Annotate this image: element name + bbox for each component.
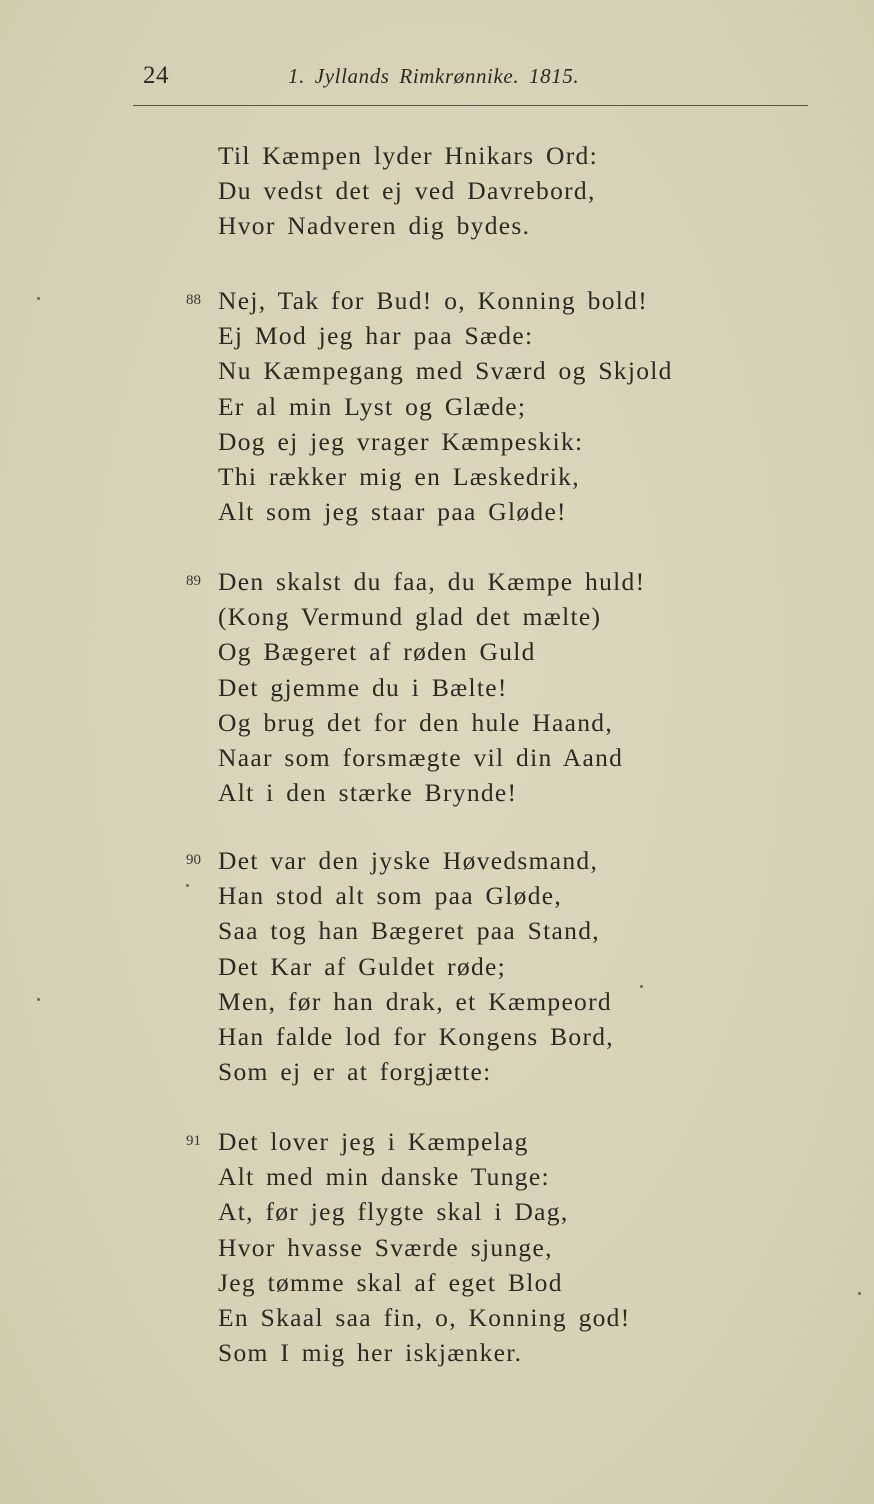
paper-speck — [186, 884, 189, 887]
verse-line: Han falde lod for Kongens Bord, — [218, 1022, 614, 1052]
verse-line: Han stod alt som paa Gløde, — [218, 881, 563, 911]
paper-speck — [37, 998, 40, 1001]
paper-speck — [858, 1292, 861, 1295]
verse-line: Er al min Lyst og Glæde; — [218, 391, 527, 421]
verse-line: Det Kar af Guldet røde; — [218, 951, 507, 981]
verse-line: Som I mig her iskjænker. — [218, 1338, 523, 1368]
verse-line: (Kong Vermund glad det mælte) — [218, 602, 602, 632]
verse-line: Ej Mod jeg har paa Sæde: — [218, 321, 534, 351]
verse-line: Det lover jeg i Kæmpelag — [218, 1127, 529, 1156]
verse-line: Alt som jeg staar paa Gløde! — [218, 497, 567, 527]
stanza-continuation — [218, 138, 598, 244]
verse-line: Du vedst det ej ved Davrebord, — [218, 176, 596, 206]
stanza-number: 88 — [186, 292, 201, 308]
stanza-91 — [186, 1124, 631, 1370]
verse-line: Og Bægeret af røden Guld — [218, 637, 536, 667]
stanza-number: 89 — [186, 573, 201, 589]
stanza-88 — [186, 283, 673, 529]
verse-line: Thi rækker mig en Læskedrik, — [218, 462, 580, 492]
verse-line: At, før jeg flygte skal i Dag, — [218, 1197, 569, 1227]
running-title: 1. Jyllands Rimkrønnike. 1815. — [288, 64, 580, 88]
verse-line: Som ej er at forgjætte: — [218, 1057, 492, 1087]
verse-line: Jeg tømme skal af eget Blod — [218, 1267, 563, 1297]
verse-line: Det var den jyske Høvedsmand, — [218, 846, 599, 875]
verse-line: Nu Kæmpegang med Sværd og Skjold — [218, 356, 673, 386]
verse-line: Nej, Tak for Bud! o, Konning bold! — [218, 286, 648, 315]
paper-speck — [640, 985, 643, 988]
verse-line: Alt i den stærke Brynde! — [218, 778, 518, 808]
verse-line: En Skaal saa fin, o, Konning god! — [218, 1303, 631, 1333]
stanza-89 — [186, 564, 646, 810]
verse-line: Den skalst du faa, du Kæmpe huld! — [218, 567, 646, 596]
verse-line: Dog ej jeg vrager Kæmpeskik: — [218, 426, 584, 456]
verse-line: Saa tog han Bægeret paa Stand, — [218, 916, 600, 946]
verse-line: Hvor hvasse Sværde sjunge, — [218, 1232, 553, 1262]
verse-line: Det gjemme du i Bælte! — [218, 672, 508, 702]
page-number: 24 — [143, 62, 169, 89]
verse-line: Hvor Nadveren dig bydes. — [218, 211, 531, 241]
verse-line: Alt med min danske Tunge: — [218, 1162, 550, 1192]
paper-speck — [37, 297, 40, 300]
verse-line: Til Kæmpen lyder Hnikars Ord: — [218, 141, 598, 170]
running-head — [143, 62, 808, 98]
verse-line: Og brug det for den hule Haand, — [218, 707, 613, 737]
stanza-number: 91 — [186, 1133, 201, 1149]
header-rule — [133, 105, 808, 106]
stanza-number: 90 — [186, 852, 201, 868]
verse-line: Men, før han drak, et Kæmpeord — [218, 986, 612, 1016]
verse-line: Naar som forsmægte vil din Aand — [218, 743, 624, 773]
stanza-90 — [186, 843, 614, 1089]
